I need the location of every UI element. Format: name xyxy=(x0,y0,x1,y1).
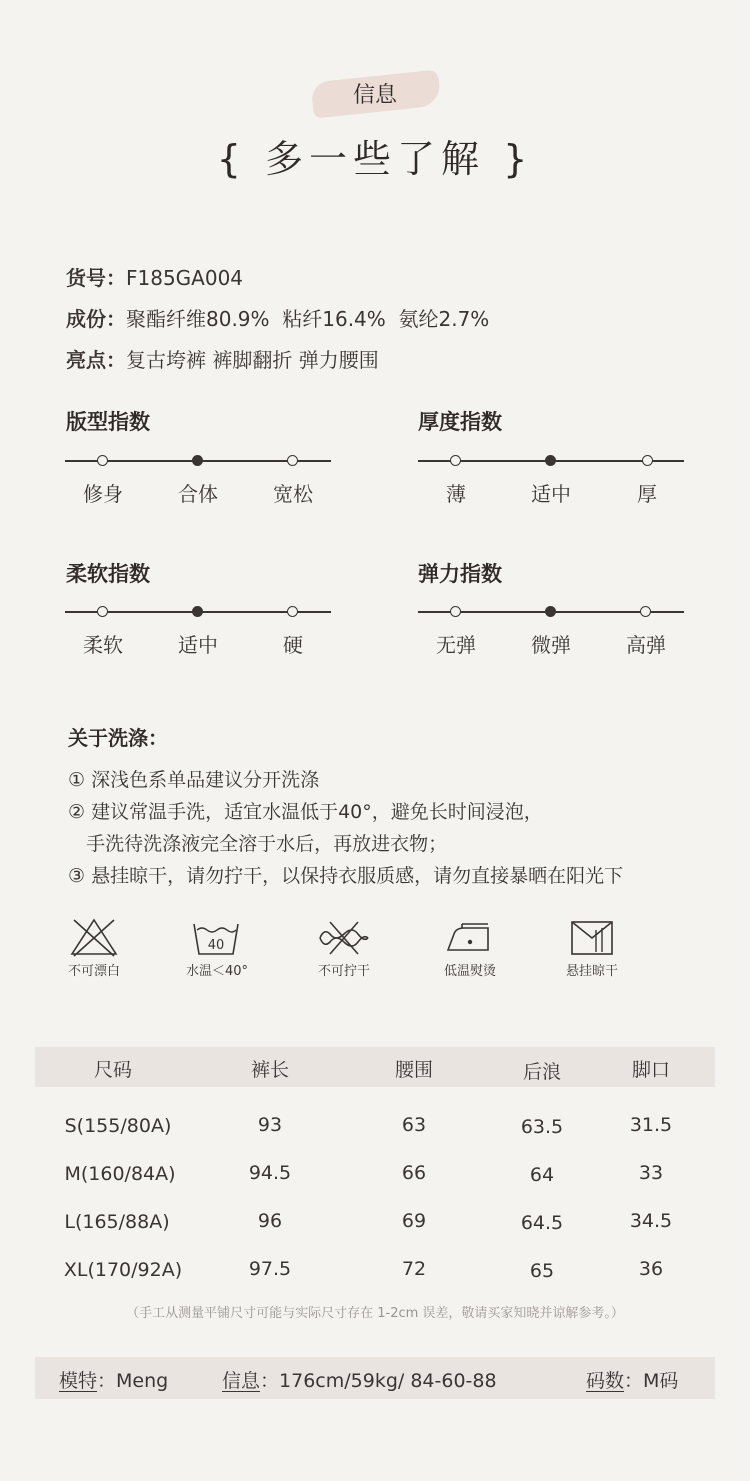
thickness-index-title: 厚度指数 xyxy=(418,410,502,434)
washing-title: 关于洗涤： xyxy=(68,726,168,750)
table-header-cell: 脚口 xyxy=(631,1059,670,1081)
section-label: 信息 xyxy=(352,83,397,108)
scale-label: 柔软 xyxy=(83,633,123,657)
info-label: 货号： xyxy=(66,266,126,290)
softness-index-scale xyxy=(65,601,331,657)
softness-index-title: 柔软指数 xyxy=(66,562,150,586)
scale-label: 高弹 xyxy=(626,633,666,657)
table-cell: 72 xyxy=(401,1258,427,1280)
scale-label: 修身 xyxy=(83,482,123,506)
table-cell: 97.5 xyxy=(248,1258,292,1280)
scale-dot xyxy=(287,455,298,466)
info-value: F185GA004 xyxy=(126,266,244,290)
scale-label: 薄 xyxy=(446,482,466,506)
info-label: 成份： xyxy=(66,307,126,331)
info-value: ：176cm/59kg/ 84-60-88 xyxy=(260,1370,497,1392)
scale-label: 适中 xyxy=(178,633,218,657)
measurement-note: （手工从测量平铺尺寸可能与实际尺寸存在 1-2cm 误差，敬请买家知晓并谅解参考。） xyxy=(126,1306,624,1321)
scale-label: 宽松 xyxy=(273,482,313,506)
care-label: 不可漂白 xyxy=(67,964,120,979)
fit-index-scale xyxy=(65,450,331,506)
washing-line: 手洗待洗涤液完全溶于水后，再放进衣物； xyxy=(68,833,448,855)
scale-label: 适中 xyxy=(531,482,571,506)
table-cell: 69 xyxy=(401,1210,427,1232)
no-bleach-icon xyxy=(64,916,124,960)
care-label: 悬挂晾干 xyxy=(565,964,618,979)
info-label: 信息 xyxy=(222,1370,261,1392)
table-header-cell: 腰围 xyxy=(394,1059,433,1081)
elasticity-index-title: 弹力指数 xyxy=(418,562,502,586)
table-cell: 33 xyxy=(638,1162,664,1184)
fit-index-title: 版型指数 xyxy=(66,410,150,434)
scale-dot-selected xyxy=(192,455,203,466)
info-label: 亮点： xyxy=(66,348,126,372)
thickness-index-scale xyxy=(418,450,684,506)
low-iron-icon xyxy=(440,916,500,960)
table-cell: 66 xyxy=(401,1162,427,1184)
page-title: { 多一些了解 } xyxy=(216,137,534,181)
scale-dot xyxy=(642,455,653,466)
table-cell: 64 xyxy=(529,1164,555,1186)
model-measurements xyxy=(222,1366,497,1393)
table-cell: 63 xyxy=(401,1114,427,1136)
wash-40-icon xyxy=(186,916,246,960)
table-cell-size: S(155/80A) xyxy=(64,1115,172,1137)
washing-line: ① 深浅色系单品建议分开洗涤 xyxy=(68,769,320,791)
table-header-cell: 尺码 xyxy=(93,1059,132,1081)
info-row-composition xyxy=(66,303,489,332)
care-label: 不可拧干 xyxy=(317,964,370,979)
scale-dot xyxy=(287,606,298,617)
model-label: 模特 xyxy=(59,1370,98,1392)
scale-label: 无弹 xyxy=(436,633,476,657)
table-cell-size: M(160/84A) xyxy=(64,1163,176,1185)
table-cell-size: L(165/88A) xyxy=(64,1211,170,1233)
table-cell: 65 xyxy=(529,1260,555,1282)
table-cell: 64.5 xyxy=(520,1212,564,1234)
washing-line: ② 建议常温手洗，适宜水温低于40°，避免长时间浸泡， xyxy=(68,801,543,823)
scale-label: 合体 xyxy=(178,482,218,506)
size-label: 码数 xyxy=(586,1370,625,1392)
table-cell: 63.5 xyxy=(520,1116,564,1138)
table-cell: 36 xyxy=(638,1258,664,1280)
scale-dot xyxy=(450,455,461,466)
scale-dot xyxy=(450,606,461,617)
table-cell: 96 xyxy=(257,1210,283,1232)
washing-line: ③ 悬挂晾干，请勿拧干，以保持衣服质感，请勿直接暴晒在阳光下 xyxy=(68,865,624,887)
table-cell-size: XL(170/92A) xyxy=(63,1259,183,1281)
elasticity-index-scale xyxy=(418,601,684,657)
table-cell: 34.5 xyxy=(629,1210,673,1232)
model-size xyxy=(586,1366,678,1393)
scale-dot-selected xyxy=(192,606,203,617)
info-value: 复古垮裤 裤脚翻折 弹力腰围 xyxy=(126,348,379,372)
table-header-cell: 裤长 xyxy=(250,1059,289,1081)
table-cell: 93 xyxy=(257,1114,283,1136)
table-cell: 31.5 xyxy=(629,1114,673,1136)
no-wring-icon xyxy=(314,916,374,960)
scale-label: 厚 xyxy=(637,482,657,506)
scale-label: 微弹 xyxy=(531,633,571,657)
model-value: ：Meng xyxy=(97,1370,169,1392)
scale-dot xyxy=(640,606,651,617)
info-row-item-number xyxy=(66,262,243,291)
info-row-highlights xyxy=(66,344,379,373)
care-label: 水温＜40° xyxy=(185,964,249,979)
table-cell: 94.5 xyxy=(248,1162,292,1184)
scale-dot-selected xyxy=(545,455,556,466)
table-header-cell: 后浪 xyxy=(522,1061,561,1083)
scale-label: 硬 xyxy=(283,633,303,657)
info-value: 聚酯纤维80.9% 粘纤16.4% 氨纶2.7% xyxy=(126,307,490,331)
scale-dot-selected xyxy=(545,606,556,617)
model-name xyxy=(59,1366,168,1393)
wash-temp-badge: 40 xyxy=(207,938,225,953)
hang-dry-icon xyxy=(562,916,622,960)
scale-dot xyxy=(97,455,108,466)
scale-dot xyxy=(97,606,108,617)
size-value: ：M码 xyxy=(624,1370,679,1392)
care-label: 低温熨烫 xyxy=(443,964,496,979)
